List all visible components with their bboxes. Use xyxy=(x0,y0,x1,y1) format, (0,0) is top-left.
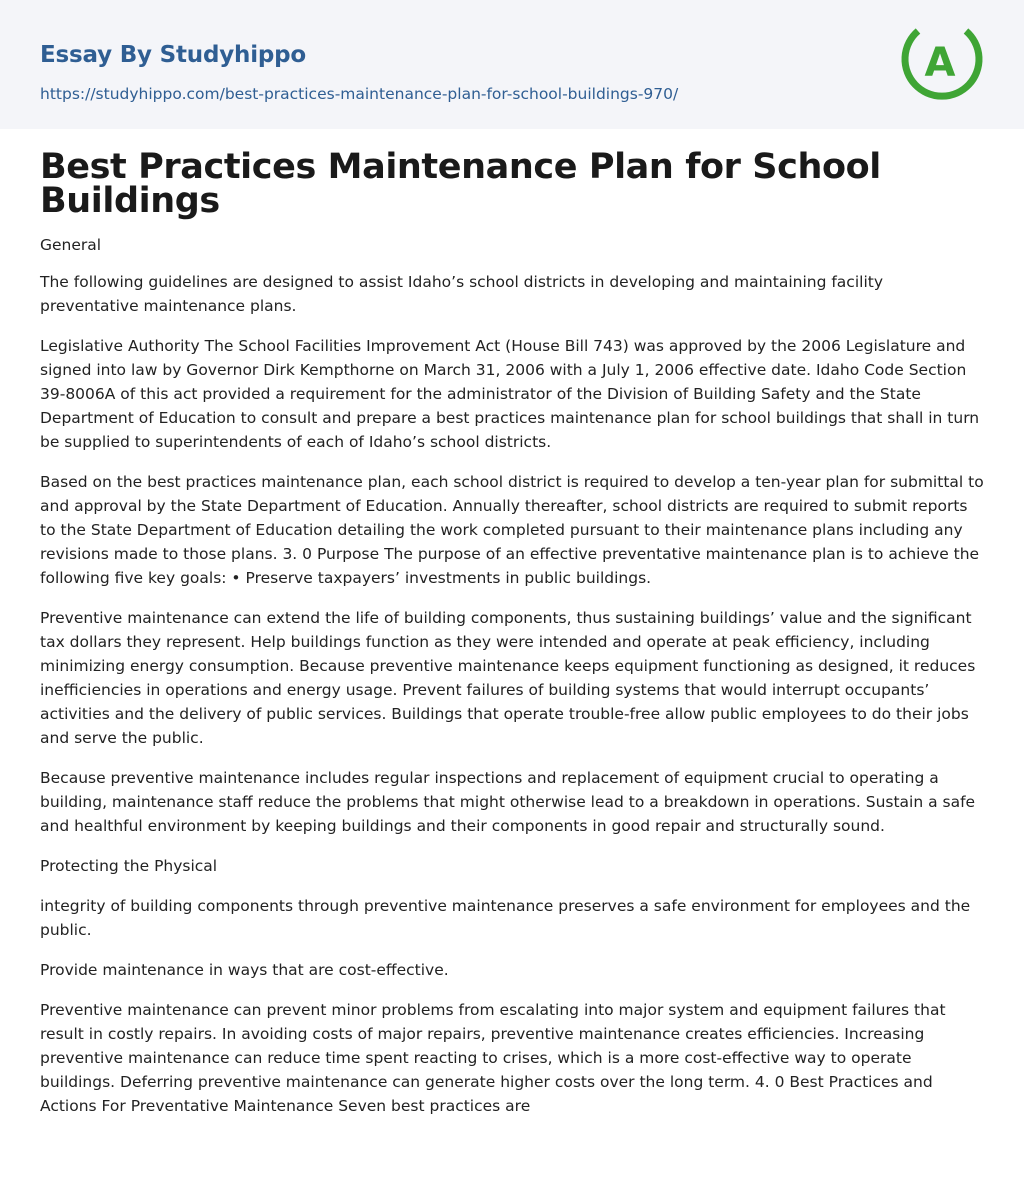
article-paragraph: integrity of building components through preventive maintenance preserves a safe environment for employees and the public. xyxy=(40,897,971,939)
logo-letter: A xyxy=(924,40,956,86)
site-brand[interactable]: Essay By Studyhippo xyxy=(40,42,307,68)
article-paragraph: Protecting the Physical xyxy=(40,857,218,875)
source-url-link[interactable]: https://studyhippo.com/best-practices-maintenance-plan-for-school-buildings-970/ xyxy=(40,85,679,103)
article-title: Best Practices Maintenance Plan for School Buildings xyxy=(40,147,881,221)
article xyxy=(0,129,1024,1118)
article-paragraph: Provide maintenance in ways that are cost-effective. xyxy=(40,961,449,979)
studyhippo-logo-icon[interactable] xyxy=(898,18,986,106)
article-paragraph: Legislative Authority The School Facilities Improvement Act (House Bill 743) was approved by the 2006 Legislature and signed into law by Governor Dirk Kempthorne on March 31, 2006 with a July 1, 2006 effective date. Idaho Code Section 39-8006A of this act provided a requirement for the administrator of the Division of Building Safety and the State Department of Education to consult and prepare a best practices maintenance plan for school buildings that shall in turn be supplied to superintendents of each of Idaho’s school districts. xyxy=(40,337,980,451)
article-category: General xyxy=(40,236,102,254)
article-paragraph: Preventive maintenance can extend the life of building components, thus sustaining buildings’ value and the significant tax dollars they represent. Help buildings function as they were intended and operate at peak efficiency, including minimizing energy consumption. Because preventive maintenance keeps equipment functioning as designed, it reduces inefficiencies in operations and energy usage. Prevent failures of building systems that would interrupt occupants’ activities and the delivery of public services. Buildings that operate trouble-free allow public employees to do their jobs and serve the public. xyxy=(40,609,976,747)
article-paragraph: Based on the best practices maintenance plan, each school district is required to develop a ten-year plan for submittal to and approval by the State Department of Education. Annually thereafter, school districts are required to submit reports to the State Department of Education detailing the work completed pursuant to their maintenance plans including any revisions made to those plans. 3. 0 Purpose The purpose of an effective preventative maintenance plan is to achieve the following five key goals: • Preserve taxpayers’ investments in public buildings. xyxy=(40,473,984,587)
article-paragraph: Preventive maintenance can prevent minor problems from escalating into major system and equipment failures that result in costly repairs. In avoiding costs of major repairs, preventive maintenance creates efficiencies. Increasing preventive maintenance can reduce time spent reacting to crises, which is a more cost-effective way to operate buildings. Deferring preventive maintenance can generate higher costs over the long term. 4. 0 Best Practices and Actions For Preventative Maintenance Seven best practices are xyxy=(40,1001,946,1115)
article-paragraph: The following guidelines are designed to assist Idaho’s school districts in developing and maintaining facility preventative maintenance plans. xyxy=(40,273,883,315)
article-paragraph: Because preventive maintenance includes regular inspections and replacement of equipment crucial to operating a building, maintenance staff reduce the problems that might otherwise lead to a breakdown in operations. Sustain a safe and healthful environment by keeping buildings and their components in good repair and structurally sound. xyxy=(40,769,976,835)
site-header xyxy=(0,0,1024,129)
